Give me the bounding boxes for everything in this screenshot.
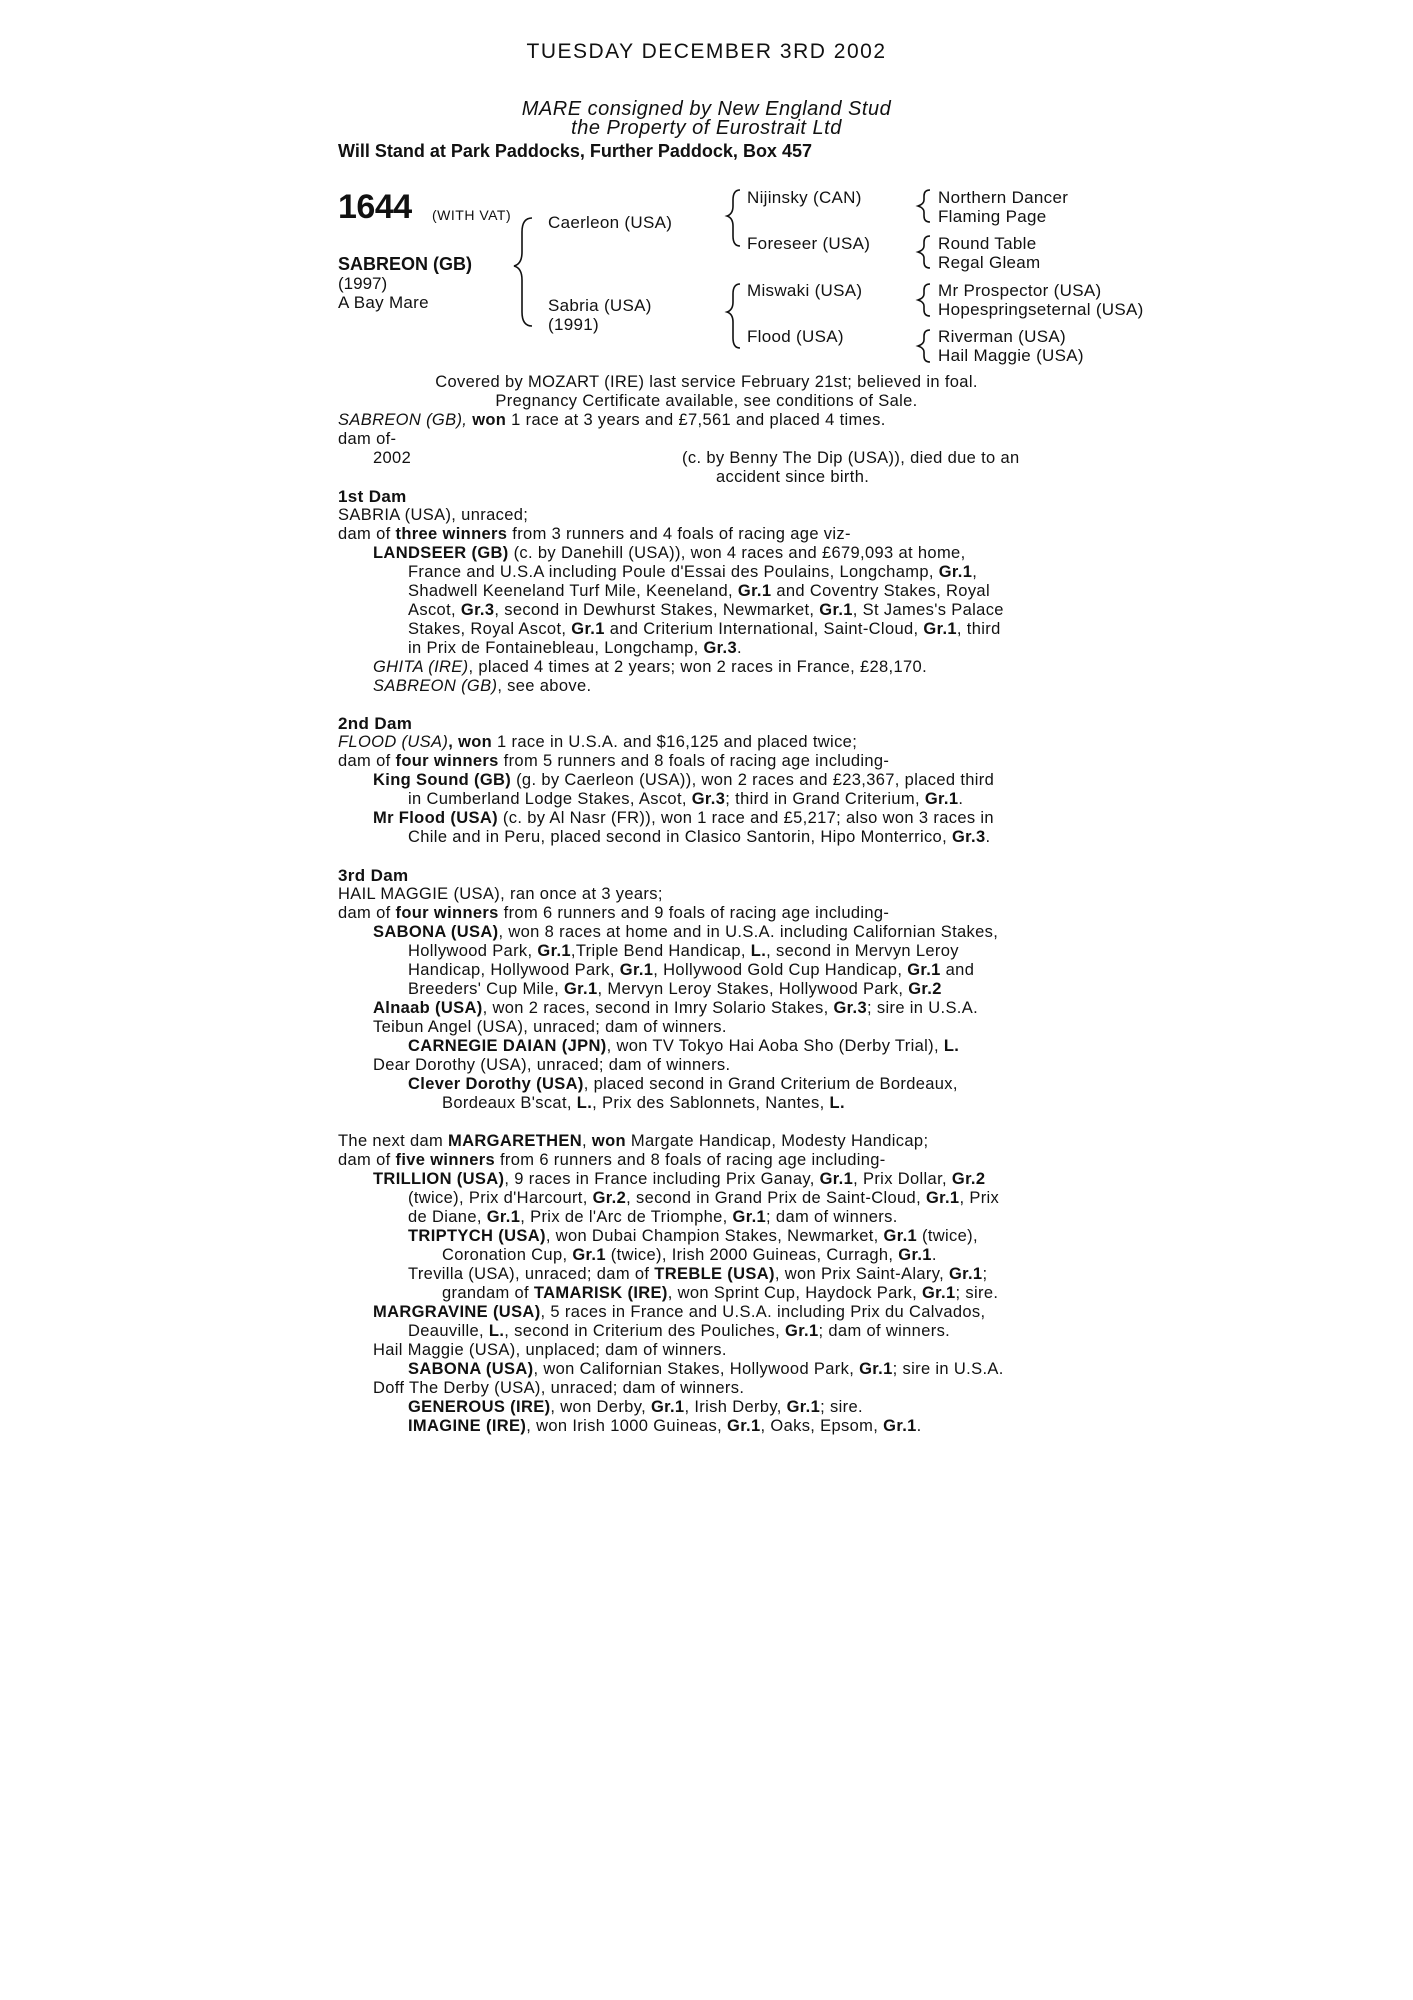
pedigree-sire-sire: Nijinsky (CAN) bbox=[747, 188, 862, 207]
brace-ds bbox=[918, 284, 930, 316]
landseer-line-1: LANDSEER (GB) (c. by Danehill (USA)), won 4 races and £679,093 at home, bbox=[373, 544, 966, 562]
sabona-short-line: SABONA (USA), won Californian Stakes, Hollywood Park, Gr.1; sire in U.S.A. bbox=[408, 1360, 1004, 1378]
generous-line: GENEROUS (IRE), won Derby, Gr.1, Irish Derby, Gr.1; sire. bbox=[408, 1398, 863, 1416]
carnegie-line: CARNEGIE DAIAN (JPN), won TV Tokyo Hai Aoba Sho (Derby Trial), L. bbox=[408, 1037, 960, 1055]
margravine-line-2: Deauville, L., second in Criterium des Pouliches, Gr.1; dam of winners. bbox=[408, 1322, 951, 1340]
lot-number: 1644 bbox=[338, 188, 412, 226]
trevilla-line-2: grandam of TAMARISK (IRE), won Sprint Cup, Haydock Park, Gr.1; sire. bbox=[442, 1284, 999, 1302]
covering-note: Covered by MOZART (IRE) last service February 21st; believed in foal. bbox=[435, 373, 978, 391]
trevilla-line-1: Trevilla (USA), unraced; dam of TREBLE (USA), won Prix Saint-Alary, Gr.1; bbox=[408, 1265, 988, 1283]
next-dam-line: The next dam MARGARETHEN, won Margate Handicap, Modesty Handicap; bbox=[338, 1132, 929, 1150]
pedigree-dam-year: (1991) bbox=[548, 315, 599, 334]
pedigree-sds: Round Table bbox=[938, 234, 1037, 253]
sabona-line-1: SABONA (USA), won 8 races at home and in U.S.A. including Californian Stakes, bbox=[373, 923, 999, 941]
pedigree-dam-dam: Flood (USA) bbox=[747, 327, 844, 346]
pedigree-braces bbox=[0, 0, 1413, 380]
vat-note: (WITH VAT) bbox=[432, 207, 512, 223]
landseer-line-6: in Prix de Fontainebleau, Longchamp, Gr.3. bbox=[408, 639, 742, 657]
third-dam-name: HAIL MAGGIE (USA), ran once at 3 years; bbox=[338, 885, 663, 903]
hail-maggie-line: Hail Maggie (USA), unplaced; dam of winners. bbox=[373, 1341, 727, 1359]
alnaab-line: Alnaab (USA), won 2 races, second in Imry Solario Stakes, Gr.3; sire in U.S.A. bbox=[373, 999, 979, 1017]
pedigree-dam-sire: Miswaki (USA) bbox=[747, 281, 863, 300]
horse-description: A Bay Mare bbox=[338, 293, 429, 312]
pedigree-sire-dam: Foreseer (USA) bbox=[747, 234, 871, 253]
triptych-line-2: Coronation Cup, Gr.1 (twice), Irish 2000 Guineas, Curragh, Gr.1. bbox=[442, 1246, 937, 1264]
king-sound-line-2: in Cumberland Lodge Stakes, Ascot, Gr.3; third in Grand Criterium, Gr.1. bbox=[408, 790, 964, 808]
sabona-line-2: Hollywood Park, Gr.1,Triple Bend Handicap, L., second in Mervyn Leroy bbox=[408, 942, 959, 960]
dam-of-label: dam of- bbox=[338, 430, 397, 448]
brace-dam bbox=[727, 284, 740, 348]
pedigree-sss: Northern Dancer bbox=[938, 188, 1069, 207]
first-dam-heading: 1st Dam bbox=[338, 487, 407, 506]
landseer-line-4: Ascot, Gr.3, second in Dewhurst Stakes, Newmarket, Gr.1, St James's Palace bbox=[408, 601, 1004, 619]
brace-sire bbox=[727, 190, 740, 246]
clever-dorothy-line-2: Bordeaux B'scat, L., Prix des Sablonnets, Nantes, L. bbox=[442, 1094, 845, 1112]
horse-name: SABREON (GB) bbox=[338, 254, 472, 274]
race-record bbox=[338, 411, 886, 430]
trillion-line-2: (twice), Prix d'Harcourt, Gr.2, second in Grand Prix de Saint-Cloud, Gr.1, Prix bbox=[408, 1189, 1000, 1207]
record-horse: SABREON (GB), bbox=[338, 411, 468, 429]
triptych-line-1: TRIPTYCH (USA), won Dubai Champion Stakes, Newmarket, Gr.1 (twice), bbox=[408, 1227, 978, 1245]
sabona-line-4: Breeders' Cup Mile, Gr.1, Mervyn Leroy Stakes, Hollywood Park, Gr.2 bbox=[408, 980, 942, 998]
sabreon-line: SABREON (GB), see above. bbox=[373, 677, 592, 695]
pedigree-ddd: Hail Maggie (USA) bbox=[938, 346, 1084, 365]
teibun-line: Teibun Angel (USA), unraced; dam of winners. bbox=[373, 1018, 727, 1036]
king-sound-line-1: King Sound (GB) (g. by Caerleon (USA)), won 2 races and £23,367, placed third bbox=[373, 771, 995, 789]
second-dam-name: FLOOD (USA), won 1 race in U.S.A. and $16,125 and placed twice; bbox=[338, 733, 858, 751]
second-dam-heading: 2nd Dam bbox=[338, 714, 413, 733]
record-won: won bbox=[472, 411, 507, 429]
pedigree-dss: Mr Prospector (USA) bbox=[938, 281, 1102, 300]
first-dam-summary: dam of three winners from 3 runners and 4 foals of racing age viz- bbox=[338, 525, 851, 543]
brace-ss bbox=[918, 190, 930, 222]
pedigree-dds: Riverman (USA) bbox=[938, 327, 1066, 346]
pedigree-dam: Sabria (USA) bbox=[548, 296, 652, 315]
landseer-line-3: Shadwell Keeneland Turf Mile, Keeneland, Gr.1 and Coventry Stakes, Royal bbox=[408, 582, 990, 600]
trillion-line-1: TRILLION (USA), 9 races in France including Prix Ganay, Gr.1, Prix Dollar, Gr.2 bbox=[373, 1170, 986, 1188]
second-dam-summary: dam of four winners from 5 runners and 8 foals of racing age including- bbox=[338, 752, 890, 770]
landseer-line-5: Stakes, Royal Ascot, Gr.1 and Criterium International, Saint-Cloud, Gr.1, third bbox=[408, 620, 1001, 638]
mr-flood-line-1: Mr Flood (USA) (c. by Al Nasr (FR)), won 1 race and £5,217; also won 3 races in bbox=[373, 809, 994, 827]
margravine-line-1: MARGRAVINE (USA), 5 races in France and U.S.A. including Prix du Calvados, bbox=[373, 1303, 986, 1321]
third-dam-summary: dam of four winners from 6 runners and 9 foals of racing age including- bbox=[338, 904, 890, 922]
doff-line: Doff The Derby (USA), unraced; dam of winners. bbox=[373, 1379, 745, 1397]
sale-date: TUESDAY DECEMBER 3RD 2002 bbox=[526, 40, 887, 63]
stand-location: Will Stand at Park Paddocks, Further Paddock, Box 457 bbox=[338, 141, 812, 161]
trillion-line-3: de Diane, Gr.1, Prix de l'Arc de Triomphe, Gr.1; dam of winners. bbox=[408, 1208, 898, 1226]
ghita-line: GHITA (IRE), placed 4 times at 2 years; won 2 races in France, £28,170. bbox=[373, 658, 927, 676]
pedigree-ssd: Flaming Page bbox=[938, 207, 1047, 226]
brace-dd bbox=[918, 330, 930, 362]
sabona-line-3: Handicap, Hollywood Park, Gr.1, Hollywood Gold Cup Handicap, Gr.1 and bbox=[408, 961, 975, 979]
mr-flood-line-2: Chile and in Peru, placed second in Clasico Santorin, Hipo Monterrico, Gr.3. bbox=[408, 828, 991, 846]
brace-main bbox=[514, 218, 532, 326]
pedigree-dsd: Hopespringseternal (USA) bbox=[938, 300, 1144, 319]
imagine-line: IMAGINE (IRE), won Irish 1000 Guineas, Gr.1, Oaks, Epsom, Gr.1. bbox=[408, 1417, 922, 1435]
next-dam-summary: dam of five winners from 6 runners and 8 foals of racing age including- bbox=[338, 1151, 886, 1169]
landseer-line-2: France and U.S.A including Poule d'Essai des Poulains, Longchamp, Gr.1, bbox=[408, 563, 978, 581]
consignor-line: MARE consigned by New England Stud bbox=[521, 98, 892, 120]
first-dam-name: SABRIA (USA), unraced; bbox=[338, 506, 529, 524]
horse-year: (1997) bbox=[338, 274, 388, 293]
pedigree-sire: Caerleon (USA) bbox=[548, 213, 673, 232]
produce-text-2: accident since birth. bbox=[716, 468, 870, 486]
produce-year: 2002 bbox=[373, 449, 412, 467]
brace-sd bbox=[918, 236, 930, 268]
owner-line: the Property of Eurostrait Ltd bbox=[571, 117, 842, 139]
third-dam-heading: 3rd Dam bbox=[338, 866, 409, 885]
record-rest: 1 race at 3 years and £7,561 and placed 4 times. bbox=[511, 411, 886, 429]
pregnancy-note: Pregnancy Certificate available, see conditions of Sale. bbox=[495, 392, 918, 410]
pedigree-sdd: Regal Gleam bbox=[938, 253, 1041, 272]
produce-text-1: (c. by Benny The Dip (USA)), died due to an bbox=[682, 449, 1020, 467]
dear-dorothy-line: Dear Dorothy (USA), unraced; dam of winners. bbox=[373, 1056, 731, 1074]
clever-dorothy-line-1: Clever Dorothy (USA), placed second in Grand Criterium de Bordeaux, bbox=[408, 1075, 958, 1093]
